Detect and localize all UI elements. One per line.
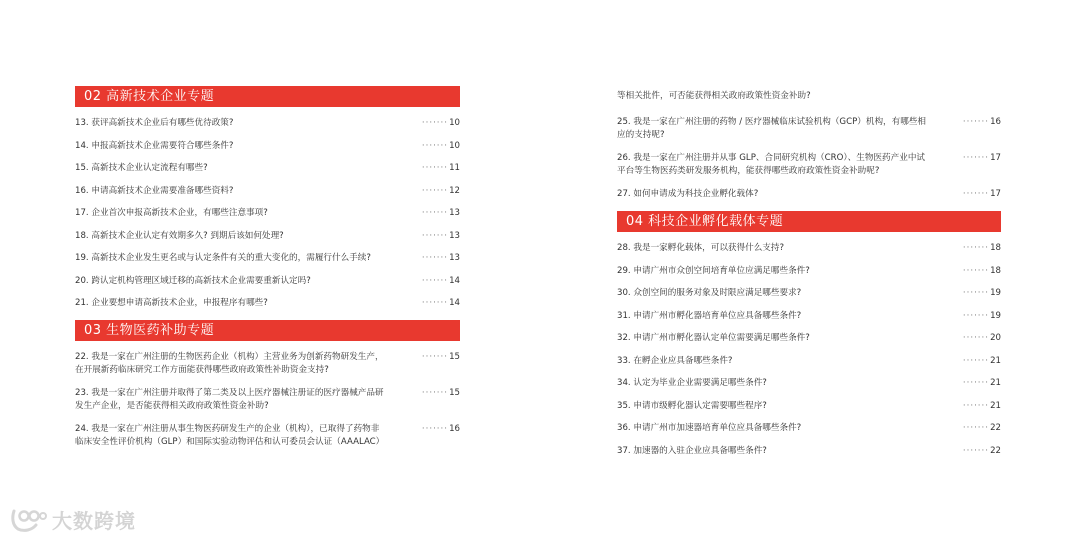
left-column	[75, 86, 460, 459]
page-number: 16	[449, 423, 460, 434]
toc-page-ref	[931, 422, 1001, 435]
toc-page-ref	[390, 297, 460, 310]
toc-page-ref	[931, 265, 1001, 278]
page-number: 15	[449, 387, 460, 398]
toc-entry[interactable]	[75, 207, 460, 220]
toc-entry-text: 18. 高新技术企业认定有效期多久? 到期后该如何处理?	[75, 230, 284, 241]
toc-entry[interactable]	[617, 422, 1001, 435]
toc-entry[interactable]	[75, 297, 460, 310]
toc-entry-text: 19. 高新技术企业发生更名或与认定条件有关的重大变化的，需履行什么手续?	[75, 253, 371, 263]
toc-entry[interactable]	[617, 152, 1001, 178]
toc-entry[interactable]	[75, 252, 460, 265]
page-number: 11	[449, 163, 460, 173]
page-number: 21	[990, 355, 1001, 366]
page-number: 17	[990, 189, 1001, 199]
toc-entry-text: 16. 申请高新技术企业需要准备哪些资料?	[75, 185, 234, 196]
toc-entry-text: 36. 申请广州市加速器培育单位应具备哪些条件?	[617, 423, 802, 433]
toc-entry[interactable]	[617, 287, 1001, 300]
toc-entry[interactable]	[617, 188, 1001, 201]
section-title-04: 04 科技企业孵化载体专题	[626, 214, 784, 229]
toc-page-ref	[931, 152, 1001, 165]
toc-entry[interactable]	[75, 140, 460, 153]
page-number: 19	[990, 310, 1001, 321]
page-number: 12	[449, 185, 460, 196]
toc-entry-text: 26. 我是一家在广州注册并从事 GLP、合同研究机构（CRO）、生物医药产业中试平台等生物医药类研发服务机构，能获得哪些政府政策性资金补助呢?	[617, 153, 926, 176]
toc-entry[interactable]	[617, 355, 1001, 368]
watermark-text: 大数跨境	[52, 509, 136, 533]
toc-page-ref	[931, 332, 1001, 345]
toc-entry[interactable]	[75, 230, 460, 243]
leader-dots: ·······	[962, 355, 989, 366]
leader-dots: ·······	[962, 288, 989, 298]
page-number: 10	[449, 140, 460, 151]
page-number: 16	[990, 117, 1001, 127]
toc-entry-text: 17. 企业首次申报高新技术企业，有哪些注意事项?	[75, 208, 268, 218]
toc-list-03	[75, 351, 460, 449]
leader-dots: ·······	[962, 265, 989, 276]
toc-entry[interactable]	[75, 162, 460, 175]
leader-dots: ·······	[421, 275, 448, 286]
leader-dots: ·······	[962, 378, 989, 388]
section-header-04	[617, 211, 1001, 232]
toc-entry[interactable]	[617, 332, 1001, 345]
toc-list-24-27	[617, 116, 1001, 201]
toc-page-ref	[390, 387, 460, 400]
toc-entry-continuation	[617, 90, 1001, 103]
toc-page-ref	[931, 310, 1001, 323]
toc-page-ref	[390, 275, 460, 288]
toc-page-ref	[931, 400, 1001, 413]
toc-entry-text: 33. 在孵企业应具备哪些条件?	[617, 355, 733, 366]
toc-entry-text: 31. 申请广州市孵化器培育单位应具备哪些条件?	[617, 310, 802, 321]
toc-page-ref	[390, 140, 460, 153]
toc-entry[interactable]	[617, 310, 1001, 323]
toc-entry[interactable]	[75, 185, 460, 198]
page-number: 18	[990, 265, 1001, 276]
toc-page-ref	[931, 242, 1001, 255]
toc-page-ref	[931, 355, 1001, 368]
leader-dots: ·······	[962, 445, 989, 456]
toc-list-04	[617, 242, 1001, 458]
page-number: 21	[990, 400, 1001, 411]
leader-dots: ·······	[421, 185, 448, 196]
page-number: 17	[990, 153, 1001, 163]
toc-page-ref	[390, 162, 460, 175]
page-number: 19	[990, 288, 1001, 298]
page-number: 13	[449, 253, 460, 263]
toc-entry[interactable]	[617, 377, 1001, 390]
toc-page-ref	[931, 188, 1001, 201]
toc-page-ref	[390, 207, 460, 220]
toc-entry[interactable]	[617, 445, 1001, 458]
leader-dots: ·······	[962, 243, 989, 253]
toc-entry-text: 13. 获评高新技术企业后有哪些优待政策?	[75, 118, 234, 128]
leader-dots: ·······	[962, 189, 989, 199]
toc-entry[interactable]	[75, 387, 460, 413]
leader-dots: ·······	[421, 253, 448, 263]
toc-entry-text: 29. 申请广州市众创空间培育单位应满足哪些条件?	[617, 265, 810, 276]
leader-dots: ·······	[962, 423, 989, 433]
page-number: 14	[449, 298, 460, 308]
toc-entry-text: 28. 我是一家孵化载体，可以获得什么支持?	[617, 243, 785, 253]
leader-dots: ·······	[421, 140, 448, 151]
page-number: 22	[990, 445, 1001, 456]
page-number: 22	[990, 423, 1001, 433]
section-header-02	[75, 86, 460, 107]
leader-dots: ·······	[962, 400, 989, 411]
leader-dots: ·······	[421, 423, 448, 434]
leader-dots: ·······	[962, 310, 989, 321]
toc-entry-text: 24. 我是一家在广州注册从事生物医药研发生产的企业（机构），已取得了药物非临床安全性评价机构（GLP）和国际实验动物评估和认可委员会认证（AAALAC）	[75, 423, 385, 447]
toc-entry-text: 等相关批件，可否能获得相关政府政策性资金补助?	[617, 91, 811, 101]
toc-page-ref	[390, 230, 460, 243]
toc-entry[interactable]	[75, 117, 460, 130]
section-header-03	[75, 320, 460, 341]
section-title-02: 02 高新技术企业专题	[84, 89, 215, 104]
leader-dots: ·······	[421, 163, 448, 173]
toc-entry[interactable]	[617, 242, 1001, 255]
toc-page-ref	[931, 287, 1001, 300]
toc-entry[interactable]	[617, 400, 1001, 413]
page-number: 10	[449, 118, 460, 128]
toc-entry-text: 14. 申报高新技术企业需要符合哪些条件?	[75, 140, 234, 151]
leader-dots: ·······	[421, 298, 448, 308]
leader-dots: ·······	[962, 153, 989, 163]
section-title-03: 03 生物医药补助专题	[84, 322, 215, 338]
leader-dots: ·······	[421, 387, 448, 398]
toc-entry[interactable]	[617, 265, 1001, 278]
leader-dots: ·······	[421, 230, 448, 241]
toc-page-ref	[390, 423, 460, 436]
toc-entry[interactable]	[75, 423, 460, 449]
toc-entry[interactable]	[75, 275, 460, 288]
toc-entry-text: 15. 高新技术企业认定流程有哪些?	[75, 163, 208, 173]
leader-dots: ·······	[421, 351, 448, 362]
toc-entry-text: 25. 我是一家在广州注册的药物 / 医疗器械临床试验机构（GCP）机构，有哪些相应的支持呢?	[617, 117, 927, 140]
page-number: 14	[449, 275, 460, 286]
toc-entry[interactable]	[75, 351, 460, 377]
toc-list-02	[75, 117, 460, 310]
toc-page-ref	[390, 185, 460, 198]
leader-dots: ·······	[421, 118, 448, 128]
toc-page-ref	[390, 117, 460, 130]
toc-entry-text: 37. 加速器的入驻企业应具备哪些条件?	[617, 445, 767, 456]
page-number: 18	[990, 243, 1001, 253]
toc-page-ref	[390, 252, 460, 265]
leader-dots: ·······	[962, 117, 989, 127]
leader-dots: ·······	[962, 333, 989, 343]
logo-icon	[10, 507, 48, 533]
toc-page-ref	[931, 116, 1001, 129]
toc-entry[interactable]	[617, 116, 1001, 142]
toc-entry-text: 21. 企业要想申请高新技术企业，申报程序有哪些?	[75, 298, 268, 308]
toc-entry-text: 20. 跨认定机构管理区域迁移的高新技术企业需要重新认定吗?	[75, 275, 311, 286]
toc-entry-text: 23. 我是一家在广州注册并取得了第二类及以上医疗器械注册证的医疗器械产品研发生产企业，是否能获得相关政府政策性资金补助?	[75, 387, 384, 411]
toc-entry-text: 35. 申请市级孵化器认定需要哪些程序?	[617, 400, 767, 411]
toc-entry-text: 27. 如何申请成为科技企业孵化载体?	[617, 189, 759, 199]
toc-page-ref	[931, 445, 1001, 458]
toc-entry-text: 34. 认定为毕业企业需要满足哪些条件?	[617, 378, 767, 388]
page-number: 15	[449, 351, 460, 362]
toc-page-ref	[390, 351, 460, 364]
page-number: 13	[449, 230, 460, 241]
page-number: 21	[990, 378, 1001, 388]
toc-entry-text: 22. 我是一家在广州注册的生物医药企业（机构）主营业务为创新药物研发生产，在开展新药临床研究工作方面能获得哪些政府政策性补助资金支持?	[75, 351, 384, 375]
toc-entry-text: 32. 申请广州市孵化器认定单位需要满足哪些条件?	[617, 333, 810, 343]
toc-entry-text: 30. 众创空间的服务对象及时限应满足哪些要求?	[617, 288, 802, 298]
watermark-logo	[10, 505, 136, 534]
right-column	[617, 86, 1001, 467]
page-number: 20	[990, 333, 1001, 343]
toc-page-ref	[931, 377, 1001, 390]
leader-dots: ·······	[421, 208, 448, 218]
page-number: 13	[449, 208, 460, 218]
